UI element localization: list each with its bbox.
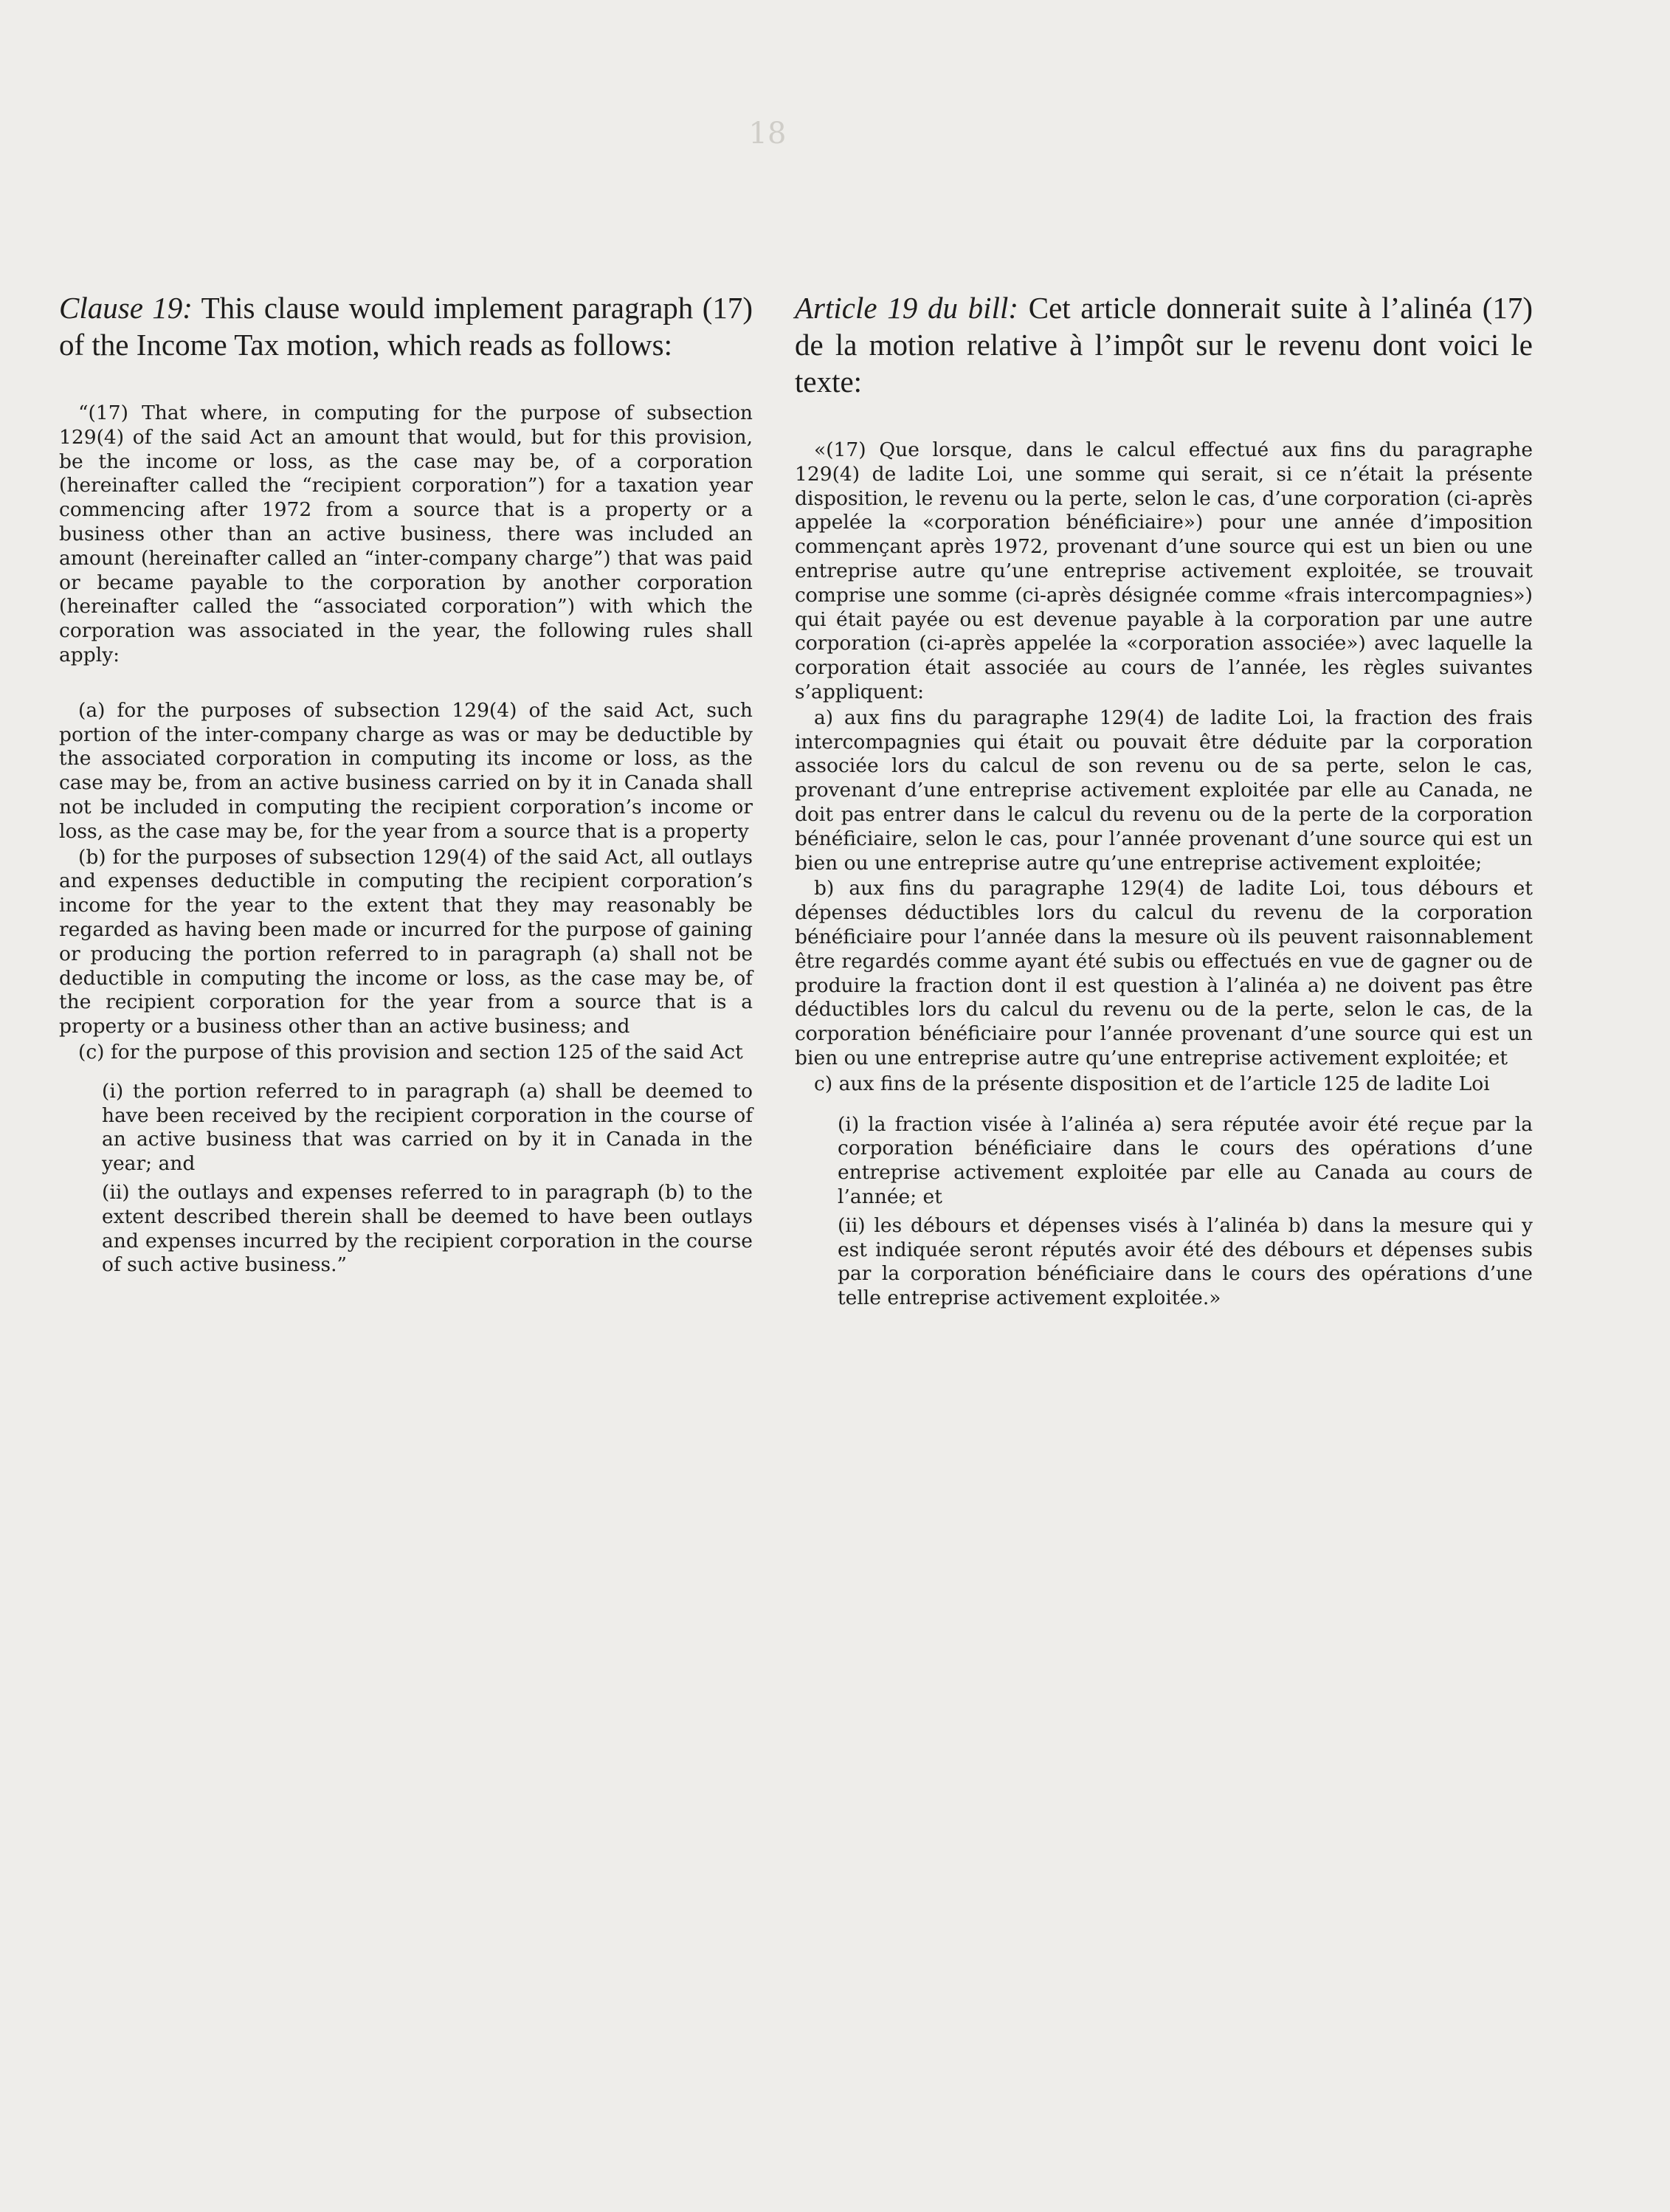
- french-motion-text: [795, 438, 1533, 1311]
- english-paragraph-c: (c) for the purpose of this provision and section 125 of the said Act: [78, 1040, 743, 1064]
- french-paragraph-a: a) aux fins du paragraphe 129(4) de ladite Loi, la fraction des frais intercompagnies qui était ou pouvait être déduite par la corporation associée lors du calcul de son revenu ou de sa perte, selon le cas, provenant d’une entreprise activement exploitée par elle au Canada, ne doit pas entrer dans le calcul du revenu ou de la perte de la corporation bénéficiaire, selon le cas, pour l’année provenant d’une source qui est un bien ou une entreprise autre qu’une entreprise activement exploitée;: [795, 706, 1533, 875]
- page-number: 18: [748, 117, 787, 151]
- french-paragraph-b: b) aux fins du paragraphe 129(4) de ladite Loi, tous débours et dépenses déductibles lors du calcul du revenu de la corporation bénéficiaire pour l’année dans la mesure où ils peuvent raisonnablement être regardés comme ayant été subis ou effectués en vue de gagner ou de produire la fraction dont il est question à l’alinéa a) ne doivent pas être déductibles lors du calcul du revenu ou de la perte, selon le cas, de la corporation bénéficiaire pour l’année provenant d’une source qui est un bien ou une entreprise autre qu’une entreprise activement exploitée; et: [795, 877, 1533, 1069]
- french-clause-label: Article 19 du bill:: [795, 291, 1019, 325]
- french-paragraph-c: c) aux fins de la présente disposition et de l’article 125 de ladite Loi: [814, 1072, 1490, 1095]
- english-paragraph-a: (a) for the purposes of subsection 129(4) of the said Act, such portion of the inter-company charge as was or may be deductible by the associated corporation in computing its income or loss, as the case may be, from an active business carried on by it in Canada shall not be included in computing the recipient corporation’s income or loss, as the case may be, for the year from a source that is a property: [59, 698, 753, 843]
- french-subparagraph-ii: (ii) les débours et dépenses visés à l’alinéa b) dans la mesure qui y est indiquée seront réputés avoir été des débours et dépenses subis par la corporation bénéficiaire dans le cours des opérations d’une telle entreprise activement exploitée.»: [838, 1213, 1533, 1310]
- english-paragraph-b: (b) for the purposes of subsection 129(4) of the said Act, all outlays and expenses deductible in computing the recipient corporation’s income for the year to the extent that they may reasonably be regarded as having been made or incurred for the purpose of gaining or producing the portion referred to in paragraph (a) shall not be deductible in computing the income or loss, as the case may be, of the recipient corporation for the year from a source that is a property or a business other than an active business; and: [59, 845, 753, 1038]
- english-column: [59, 289, 753, 1278]
- english-motion-intro: “(17) That where, in computing for the purpose of subsection 129(4) of the said Act an amount that would, but for this provision, be the income or loss, as the case may be, of a corporation (hereinafter called the “recipient corporation”) for a taxation year commencing after 1972 from a source that is a property or a business other than an active business, there was included an amount (hereinafter called an “inter-company charge”) that was paid or became payable to the corporation by another corporation (hereinafter called the “associated corporation”) with which the corporation was associated in the year, the following rules shall apply:: [59, 402, 753, 666]
- french-column: [795, 289, 1533, 1311]
- english-clause-label: Clause 19:: [59, 291, 193, 325]
- french-motion-intro: «(17) Que lorsque, dans le calcul effectué aux fins du paragraphe 129(4) de ladite Loi, une somme qui serait, si ce n’était la présente disposition, le revenu ou la perte, selon le cas, d’une corporation (ci-après appelée la «corporation bénéficiaire») pour une année d’imposition commençant après 1972, provenant d’une source qui est un bien ou une entreprise autre qu’une entreprise activement exploitée, se trouvait comprise une somme (ci-après désignée comme «frais intercompagnies») qui était payée ou est devenue payable à la corporation par une autre corporation (ci-après appelée la «corporation associée») avec laquelle la corporation était associée au cours de l’année, les règles suivantes s’appliquent:: [795, 438, 1533, 703]
- english-subparagraph-i: (i) the portion referred to in paragraph (a) shall be deemed to have been received by the recipient corporation in the course of an active business that was carried on by it in Canada in the year; and: [102, 1079, 753, 1176]
- french-clause-heading: [795, 289, 1533, 400]
- french-clause-text: Cet article donnerait suite à l’alinéa (17) de la motion relative à l’impôt sur le revenu dont voici le texte:: [795, 291, 1533, 399]
- french-subparagraph-i: (i) la fraction visée à l’alinéa a) sera réputée avoir été reçue par la corporation bénéficiaire dans le cours des opérations d’une entreprise activement exploitée par elle au Canada au cours de l’année; et: [838, 1112, 1533, 1208]
- english-subparagraph-ii: (ii) the outlays and expenses referred to in paragraph (b) to the extent described therein shall be deemed to have been outlays and expenses incurred by the recipient corporation in the course of such active business.”: [102, 1180, 753, 1277]
- english-motion-text: [59, 402, 753, 1278]
- english-clause-heading: [59, 289, 753, 363]
- english-clause-text: This clause would implement paragraph (17) of the Income Tax motion, which reads as follows:: [59, 291, 753, 362]
